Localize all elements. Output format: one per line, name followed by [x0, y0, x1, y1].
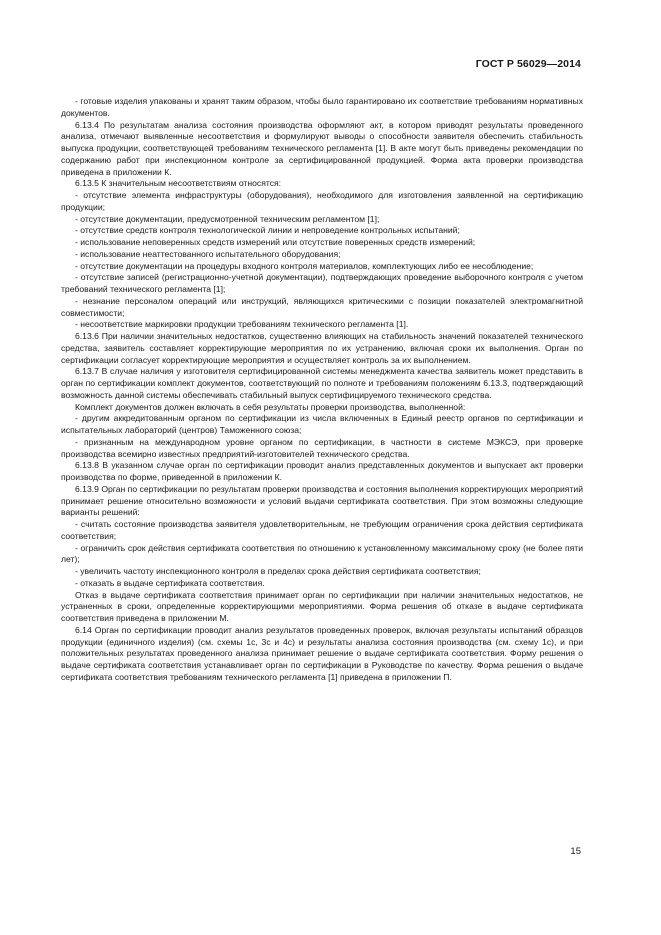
list-item: - использование неаттестованного испытательного оборудования; [75, 248, 341, 259]
list-item: - несоответствие маркировки продукции требованиям технического регламента [1]. [75, 319, 409, 330]
page-number: 15 [570, 846, 581, 857]
list-item: - другим аккредитованным органом по сертификации из числа включенных в Единый реестр органов по сертификации и испытательных лабораторий (центров) Таможенного союза; [61, 413, 583, 435]
paragraph: 6.13.7 В случае наличия у изготовителя сертифицированной системы менеджмента качества заявитель может представить в орган по сертификации комплект документов, соответствующий по полноте и требованиям положениям 6.13.3, подтверждающий возможность данной системы обеспечивать стабильный выпуск сертифицируемого технического средства. [61, 366, 583, 400]
paragraph: - готовые изделия упакованы и хранят таким образом, чтобы было гарантировано их соответствие требованиям нормативных документов. [61, 96, 583, 118]
paragraph: 6.13.8 В указанном случае орган по сертификации проводит анализ представленных документов и выпускает акт проверки производства по форме, приведенной в приложении К. [61, 460, 583, 482]
list-item: - отсутствие средств контроля технологической линии и непроведение контрольных испытаний; [75, 225, 460, 236]
list-item: - отсутствие элемента инфраструктуры (оборудования), необходимого для изготовления заявленной на сертификацию продукции; [61, 190, 583, 212]
list-item: - увеличить частоту инспекционного контроля в пределах срока действия сертификата соответствия; [75, 566, 481, 576]
document-standard-id: ГОСТ Р 56029—2014 [475, 58, 581, 70]
list-item: - считать состояние производства заявителя удовлетворительным, не требующим ограничения срока действия сертификата соответствия; [61, 519, 583, 541]
list-item: - незнание персоналом операций или инструкций, являющихся критическими с позиции показателей электромагнитной совместимости; [61, 295, 583, 318]
document-body [61, 96, 583, 684]
paragraph: 6.13.9 Орган по сертификации по результатам проверки производства и состояния выполнения корректирующих мероприятий принимает решение относительно возможности и условий выдачи сертификата соответствия. При этом возможны следующие варианты решений: [61, 483, 583, 518]
paragraph: Отказ в выдаче сертификата соответствия принимает орган по сертификации при наличии значительных недостатков, не устраненных в сроки, определенные корректирующими мероприятиями. Форма решения об отказе в выдаче сертификата соответствия приведена в приложении М. [61, 589, 583, 623]
list-item: - отсутствие записей (регистрационно-учетной документации), подтверждающих проведение выборочного контроля с учетом требований технического регламента [1]; [61, 272, 583, 294]
paragraph: 6.14 Орган по сертификации проводит анализ результатов проведенных проверок, включая результаты испытаний образцов продукции (единичного изделия) (см. схемы 1с, 3с и 4с) и результаты анализа состояния производства (см. схему 1с), и при положительных результатах проведенного анализа принимает решение о выдаче сертификата соответствия. Форму решения о выдаче сертификата соответствия устанавливает орган по сертификации в Руководстве по качеству. Форма решения о выдаче сертификата соответствия требованиям технического регламента [1] приведена в приложении П. [61, 624, 583, 682]
paragraph: 6.13.4 По результатам анализа состояния производства оформляют акт, в котором приводят результаты проведенного анализа, отмечают выявленные несоответствия и формулируют выводы о способности заявителя обеспечить стабильность выпуска продукции, соответствующей требованиям технического регламента [1]. В акте могут быть приведены рекомендации по содержанию работ при инспекционном контроле за сертифицированной продукцией. Форма акта проверки производства приведена в приложении К. [61, 119, 583, 177]
paragraph: 6.13.5 К значительным несоответствиям относятся: [75, 178, 282, 189]
list-item: - ограничить срок действия сертификата соответствия по отношению к установленному максимальному сроку (не более пяти лет); [61, 542, 583, 565]
paragraph: 6.13.6 При наличии значительных недостатков, существенно влияющих на стабильность значений показателей технического средства, заявитель составляет корректирующие мероприятия по их устранению, включая сроки их выполнения. Орган по сертификации согласует корректирующие мероприятия и осуществляет контроль за их выполнением. [61, 331, 583, 365]
paragraph: Комплект документов должен включать в себя результаты проверки производства, выполненной: [75, 401, 466, 412]
list-item: - отсутствие документации, предусмотренной техническим регламентом [1]; [75, 213, 380, 224]
list-item: - использование неповеренных средств измерений или отсутствие поверенных средств измерений; [75, 237, 476, 247]
list-item: - признанным на международном уровне органом по сертификации, в частности в системе МЭКСЭ, при проверке производства всемирно известных предприятий-изготовителей технического средства. [61, 436, 583, 459]
list-item: - отказать в выдаче сертификата соответствия. [75, 577, 265, 588]
list-item: - отсутствие документации на процедуры входного контроля материалов, комплектующих либо ее несоблюдение; [75, 260, 534, 271]
